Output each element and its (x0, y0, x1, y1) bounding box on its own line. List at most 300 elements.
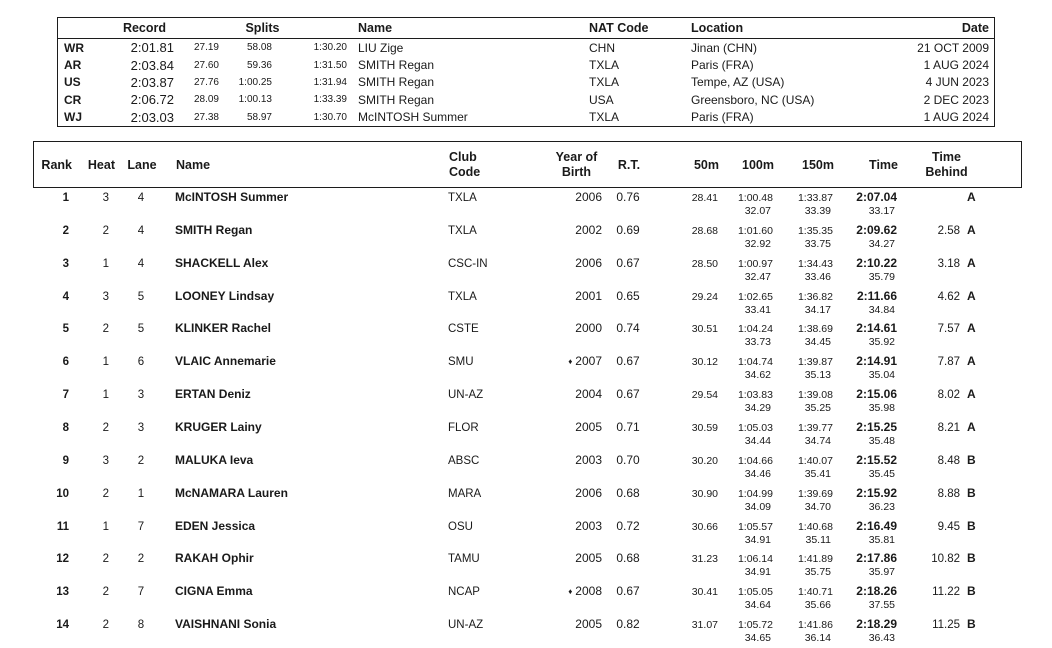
result-100m-lap-split: 34.91 (744, 533, 771, 546)
record-split-50m: 27.60 (193, 59, 219, 71)
result-time-behind: 9.45 (937, 520, 960, 533)
result-swimmer-name: McNAMARA Lauren (175, 485, 288, 500)
records-header-name: Name (358, 21, 393, 35)
result-qualification-letter: B (967, 551, 976, 566)
result-row (33, 615, 1022, 648)
result-final-time: 2:14.61 (856, 321, 897, 336)
result-club-code: UN-AZ (448, 389, 484, 402)
result-year-of-birth (545, 190, 606, 204)
record-row (58, 56, 994, 73)
record-holder-name: SMITH Regan (358, 58, 435, 73)
records-header-splits: Splits (245, 21, 280, 35)
result-heat: 3 (102, 454, 109, 467)
record-location: Greensboro, NC (USA) (691, 92, 815, 107)
result-row (33, 319, 1022, 352)
records-header-date: Date (961, 21, 989, 35)
result-swimmer-name: McINTOSH Summer (175, 190, 289, 204)
result-final-lap-split: 35.97 (868, 566, 895, 579)
record-split-150m: 1:33.39 (313, 94, 347, 106)
result-final-time: 2:15.92 (856, 485, 897, 500)
result-yob-value: 2005 (575, 420, 602, 435)
result-row (33, 517, 1022, 550)
result-100m-split: 1:05.72 (737, 619, 773, 632)
result-time-behind: 11.25 (932, 619, 960, 632)
result-row (33, 484, 1022, 517)
record-code: WJ (64, 110, 82, 125)
result-row (33, 254, 1022, 287)
result-main-line (33, 551, 1022, 566)
result-reaction-time: 0.70 (616, 452, 640, 467)
result-150m-lap-split: 36.14 (804, 632, 831, 645)
result-club-code: TXLA (448, 192, 477, 204)
result-club-code: TXLA (448, 290, 477, 303)
result-swimmer-name: CIGNA Emma (175, 584, 253, 599)
result-qualification-letter: B (967, 584, 976, 599)
result-time-behind: 2.58 (937, 224, 960, 237)
result-heat: 2 (102, 422, 109, 435)
results-header-rank: Rank (41, 157, 72, 172)
result-rank: 2 (62, 224, 69, 237)
result-time-behind: 4.62 (937, 290, 960, 303)
result-heat: 2 (102, 224, 109, 237)
result-yob-value: 2006 (575, 485, 602, 500)
result-main-line (33, 256, 1022, 271)
result-qualification-letter: A (967, 354, 976, 369)
result-reaction-time: 0.74 (616, 321, 640, 336)
record-nat-code: CHN (589, 40, 615, 55)
record-split-100m: 59.36 (246, 59, 272, 71)
result-lane: 5 (137, 290, 145, 303)
result-final-lap-split: 35.45 (868, 467, 895, 480)
result-year-of-birth (545, 453, 606, 467)
result-qualification-letter: A (967, 387, 976, 402)
result-club-code: SMU (448, 356, 474, 369)
result-150m-lap-split: 35.75 (804, 566, 831, 579)
records-header-row (58, 18, 994, 39)
record-nat-code: TXLA (589, 58, 620, 73)
result-50m-split: 29.54 (691, 389, 718, 402)
result-150m-lap-split: 33.46 (804, 270, 831, 283)
result-yob-value: 2003 (575, 452, 602, 467)
result-150m-split: 1:33.87 (797, 192, 833, 204)
results-header-behind-line2: Behind (925, 164, 968, 179)
result-150m-lap-split: 35.66 (804, 599, 831, 612)
record-split-50m: 28.09 (193, 94, 219, 106)
record-split-150m: 1:31.50 (313, 59, 347, 71)
result-time-behind: 10.82 (931, 553, 960, 566)
record-split-100m: 1:00.25 (238, 76, 272, 88)
result-lane: 8 (137, 619, 145, 632)
result-yob-value: 2004 (575, 387, 602, 402)
result-year-of-birth (545, 321, 606, 335)
results-header-heat: Heat (87, 157, 115, 172)
result-50m-split: 31.23 (691, 553, 718, 566)
results-header-behind-line1: Time (932, 149, 961, 164)
result-final-lap-split: 35.48 (868, 435, 895, 448)
result-swimmer-name: ERTAN Deniz (175, 387, 251, 402)
result-rank: 10 (56, 487, 69, 500)
result-club-code: ABSC (448, 454, 480, 467)
result-row (33, 287, 1022, 320)
result-time-behind: 8.21 (937, 422, 960, 435)
result-150m-lap-split: 34.74 (804, 435, 831, 448)
result-150m-lap-split: 34.17 (804, 303, 831, 316)
result-club-code: OSU (448, 520, 473, 533)
result-lane: 5 (137, 323, 145, 336)
results-header-150m: 150m (802, 157, 834, 172)
result-150m-split: 1:39.08 (797, 389, 833, 402)
result-swimmer-name: KLINKER Rachel (175, 321, 272, 336)
result-100m-split: 1:04.99 (737, 487, 773, 500)
record-split-50m: 27.38 (193, 111, 219, 123)
result-lane: 3 (137, 422, 145, 435)
result-splits-line (33, 238, 1022, 251)
result-final-time: 2:15.06 (856, 387, 897, 402)
records-header-record: Record (122, 21, 167, 35)
result-swimmer-name: LOONEY Lindsay (175, 288, 275, 303)
result-year-of-birth (545, 486, 606, 500)
result-swimmer-name: KRUGER Lainy (175, 420, 262, 435)
result-yob-value: 2001 (575, 288, 602, 303)
record-split-150m: 1:30.70 (313, 111, 347, 123)
results-header-lane: Lane (127, 157, 157, 172)
record-row (58, 91, 994, 108)
result-final-time: 2:17.86 (856, 551, 897, 566)
result-100m-lap-split: 34.65 (744, 632, 771, 645)
record-time: 2:06.72 (130, 92, 174, 108)
record-holder-name: McINTOSH Summer (358, 110, 468, 125)
result-100m-split: 1:00.97 (737, 257, 773, 270)
records-header-location: Location (691, 21, 744, 35)
result-lane: 6 (137, 356, 145, 369)
result-time-behind: 7.87 (937, 356, 960, 369)
result-reaction-time: 0.65 (616, 288, 640, 303)
record-location: Jinan (CHN) (691, 40, 758, 55)
result-main-line (33, 453, 1022, 468)
result-splits-line (33, 402, 1022, 415)
result-rank: 11 (56, 520, 69, 533)
record-split-100m: 58.08 (246, 42, 272, 54)
results-header-time: Time (869, 157, 898, 172)
result-year-of-birth (545, 223, 606, 237)
record-row (58, 74, 994, 91)
result-heat: 1 (102, 257, 109, 270)
result-qualification-letter: A (967, 255, 976, 270)
result-50m-split: 30.20 (691, 454, 718, 467)
result-main-line (33, 223, 1022, 238)
result-reaction-time: 0.71 (616, 420, 640, 435)
result-50m-split: 30.66 (691, 520, 718, 533)
result-lane: 4 (137, 224, 145, 237)
result-qualification-letter: A (967, 190, 976, 204)
result-reaction-time: 0.68 (616, 551, 640, 566)
result-final-lap-split: 34.27 (868, 237, 895, 250)
results-header-50m: 50m (693, 157, 719, 172)
result-splits-line (33, 599, 1022, 612)
result-splits-line (33, 336, 1022, 349)
record-time: 2:03.87 (130, 74, 174, 90)
result-club-code: FLOR (448, 422, 479, 435)
result-50m-split: 28.41 (691, 192, 718, 204)
record-code: AR (64, 58, 82, 73)
result-150m-split: 1:36.82 (797, 290, 833, 303)
result-150m-lap-split: 35.41 (804, 467, 831, 480)
result-swimmer-name: MALUKA Ieva (175, 452, 254, 467)
result-rank: 6 (62, 356, 69, 369)
result-150m-split: 1:41.86 (797, 619, 833, 632)
result-year-of-birth (545, 420, 606, 434)
result-heat: 2 (102, 553, 109, 566)
result-100m-lap-split: 32.92 (744, 237, 771, 250)
results-header-club-line2: Code (449, 164, 481, 179)
record-date: 21 OCT 2009 (917, 40, 989, 55)
result-150m-split: 1:38.69 (797, 323, 833, 336)
result-150m-split: 1:35.35 (797, 224, 833, 237)
result-row (33, 451, 1022, 484)
result-rank: 8 (62, 422, 69, 435)
result-main-line (33, 617, 1022, 632)
result-reaction-time: 0.68 (616, 485, 640, 500)
result-final-lap-split: 35.81 (868, 533, 895, 546)
record-location: Paris (FRA) (691, 110, 754, 125)
result-qualification-letter: A (967, 420, 976, 435)
result-year-of-birth (545, 584, 606, 598)
result-yob-value: 2000 (575, 321, 602, 336)
result-100m-lap-split: 34.09 (744, 500, 771, 513)
result-club-code: UN-AZ (448, 619, 484, 632)
record-nat-code: USA (589, 92, 614, 107)
result-yob-value: 2005 (575, 551, 602, 566)
result-swimmer-name: EDEN Jessica (175, 518, 256, 533)
result-splits-line (33, 369, 1022, 382)
result-150m-split: 1:41.89 (797, 553, 833, 566)
result-final-lap-split: 35.04 (868, 369, 895, 382)
record-split-50m: 27.76 (193, 76, 219, 88)
record-location: Paris (FRA) (691, 58, 754, 73)
result-final-lap-split: 33.17 (868, 205, 895, 217)
result-yob-value: 2003 (575, 518, 602, 533)
result-splits-line (33, 468, 1022, 481)
record-row (58, 109, 994, 126)
result-row (33, 385, 1022, 418)
record-time: 2:03.84 (130, 57, 174, 73)
result-final-time: 2:15.52 (856, 452, 897, 467)
result-final-lap-split: 35.79 (868, 270, 895, 283)
result-rank: 5 (62, 323, 69, 336)
result-swimmer-name: RAKAH Ophir (175, 551, 254, 566)
result-rank: 3 (62, 257, 69, 270)
result-final-lap-split: 35.92 (868, 336, 895, 349)
record-nat-code: TXLA (589, 75, 620, 90)
results-rows (33, 188, 1022, 648)
result-final-time: 2:10.22 (856, 255, 897, 270)
result-row (33, 188, 1022, 221)
result-100m-lap-split: 32.07 (744, 205, 771, 217)
result-150m-split: 1:34.43 (797, 257, 833, 270)
result-yob-value: 2008 (575, 584, 602, 599)
result-row (33, 418, 1022, 451)
result-100m-split: 1:04.24 (737, 323, 773, 336)
result-year-of-birth (545, 617, 606, 631)
record-code: WR (64, 40, 84, 55)
result-lane: 1 (137, 487, 145, 500)
result-heat: 1 (102, 520, 109, 533)
result-yob-value: 2007 (575, 354, 602, 369)
result-main-line (33, 289, 1022, 304)
result-qualification-letter: B (967, 452, 976, 467)
result-heat: 2 (102, 586, 109, 599)
result-final-time: 2:14.91 (856, 354, 897, 369)
result-150m-lap-split: 35.11 (805, 533, 831, 546)
result-50m-split: 28.50 (691, 257, 718, 270)
result-club-code: MARA (448, 487, 482, 500)
result-qualification-letter: A (967, 222, 976, 237)
record-location: Tempe, AZ (USA) (691, 75, 785, 90)
result-lane: 4 (137, 192, 145, 204)
result-final-time: 2:11.66 (856, 288, 897, 303)
result-100m-split: 1:02.65 (737, 290, 773, 303)
result-row (33, 582, 1022, 615)
result-club-code: TAMU (448, 553, 480, 566)
results-header-name: Name (176, 157, 211, 172)
result-club-code: CSC-IN (448, 257, 488, 270)
result-qualification-letter: B (967, 485, 976, 500)
result-yob-value: 2006 (575, 255, 602, 270)
result-club-code: CSTE (448, 323, 479, 336)
result-year-of-birth (545, 387, 606, 401)
result-rank: 14 (56, 619, 69, 632)
result-heat: 2 (102, 323, 109, 336)
result-yob-value: 2005 (575, 617, 602, 632)
result-50m-split: 30.51 (691, 323, 718, 336)
result-swimmer-name: SHACKELL Alex (175, 255, 269, 270)
result-150m-split: 1:39.77 (797, 422, 833, 435)
results-header-yob-line1: Year of (555, 149, 598, 164)
result-final-time: 2:09.62 (856, 222, 897, 237)
result-150m-split: 1:39.69 (797, 487, 833, 500)
result-main-line (33, 190, 1022, 205)
result-lane: 7 (137, 586, 145, 599)
result-final-lap-split: 35.98 (868, 402, 895, 415)
result-150m-split: 1:39.87 (797, 356, 833, 369)
record-time: 2:01.81 (130, 40, 174, 56)
result-yob-value: 2002 (575, 222, 602, 237)
result-150m-split: 1:40.68 (797, 520, 833, 533)
result-100m-split: 1:03.83 (737, 389, 773, 402)
result-lane: 4 (137, 257, 145, 270)
result-50m-split: 31.07 (691, 619, 718, 632)
result-swimmer-name: SMITH Regan (175, 222, 253, 237)
junior-diamond-icon: ♦ (568, 587, 573, 597)
result-swimmer-name: VLAIC Annemarie (175, 354, 276, 369)
result-heat: 1 (102, 356, 109, 369)
result-100m-split: 1:00.48 (737, 192, 773, 204)
result-final-lap-split: 34.84 (868, 303, 895, 316)
result-reaction-time: 0.82 (616, 617, 640, 632)
result-50m-split: 30.12 (691, 356, 718, 369)
result-splits-line (33, 632, 1022, 645)
result-main-line (33, 420, 1022, 435)
result-rank: 7 (62, 389, 69, 402)
result-150m-lap-split: 35.25 (804, 402, 831, 415)
result-reaction-time: 0.67 (616, 387, 640, 402)
result-main-line (33, 354, 1022, 369)
result-rank: 1 (62, 192, 69, 204)
record-holder-name: SMITH Regan (358, 92, 435, 107)
result-reaction-time: 0.76 (616, 190, 640, 204)
result-main-line (33, 486, 1022, 501)
result-yob-value: 2006 (575, 190, 602, 204)
result-heat: 2 (102, 487, 109, 500)
results-header-time-behind (902, 150, 991, 180)
result-heat: 2 (102, 619, 109, 632)
record-date: 4 JUN 2023 (925, 75, 989, 90)
record-date: 2 DEC 2023 (923, 92, 989, 107)
result-reaction-time: 0.67 (616, 354, 640, 369)
results-header-row (33, 141, 1022, 188)
result-150m-lap-split: 33.75 (804, 237, 831, 250)
result-time-behind: 3.18 (937, 257, 960, 270)
records-header-nat-code: NAT Code (589, 21, 649, 35)
result-final-time: 2:07.04 (856, 190, 897, 204)
result-100m-lap-split: 33.41 (744, 303, 771, 316)
record-split-100m: 1:00.13 (238, 94, 272, 106)
result-row (33, 221, 1022, 254)
result-150m-lap-split: 34.70 (804, 500, 831, 513)
result-rank: 9 (62, 454, 69, 467)
result-reaction-time: 0.67 (616, 255, 640, 270)
result-club-code: NCAP (448, 586, 480, 599)
record-date: 1 AUG 2024 (923, 58, 989, 73)
result-qualification-letter: A (967, 321, 976, 336)
record-row (58, 39, 994, 56)
result-time-behind: 7.57 (937, 323, 960, 336)
result-time-behind: 8.02 (937, 389, 960, 402)
result-150m-lap-split: 33.39 (804, 205, 831, 217)
results-header-100m: 100m (742, 157, 774, 172)
result-final-lap-split: 36.23 (868, 500, 895, 513)
record-split-50m: 27.19 (193, 42, 219, 54)
result-swimmer-name: VAISHNANI Sonia (175, 617, 277, 632)
result-lane: 7 (137, 520, 145, 533)
result-100m-lap-split: 34.62 (744, 369, 771, 382)
result-main-line (33, 321, 1022, 336)
result-100m-split: 1:05.03 (737, 422, 773, 435)
result-heat: 3 (102, 290, 109, 303)
result-lane: 3 (137, 389, 145, 402)
results-header-year-of-birth (546, 150, 607, 180)
record-split-150m: 1:31.94 (313, 76, 347, 88)
result-lane: 2 (137, 553, 145, 566)
result-rank: 4 (62, 290, 69, 303)
result-100m-lap-split: 34.91 (744, 566, 771, 579)
result-100m-split: 1:04.66 (737, 454, 773, 467)
result-50m-split: 29.24 (691, 290, 718, 303)
result-splits-line (33, 205, 1022, 218)
result-club-code: TXLA (448, 224, 477, 237)
result-100m-lap-split: 34.46 (744, 467, 771, 480)
records-rows (58, 39, 994, 126)
records-table (57, 17, 995, 127)
result-100m-lap-split: 34.64 (744, 599, 771, 612)
results-header-reaction-time: R.T. (617, 157, 641, 172)
result-splits-line (33, 304, 1022, 317)
result-reaction-time: 0.67 (616, 584, 640, 599)
record-split-100m: 58.97 (246, 111, 272, 123)
result-time-behind: 11.22 (932, 586, 960, 599)
result-row (33, 549, 1022, 582)
result-splits-line (33, 566, 1022, 579)
